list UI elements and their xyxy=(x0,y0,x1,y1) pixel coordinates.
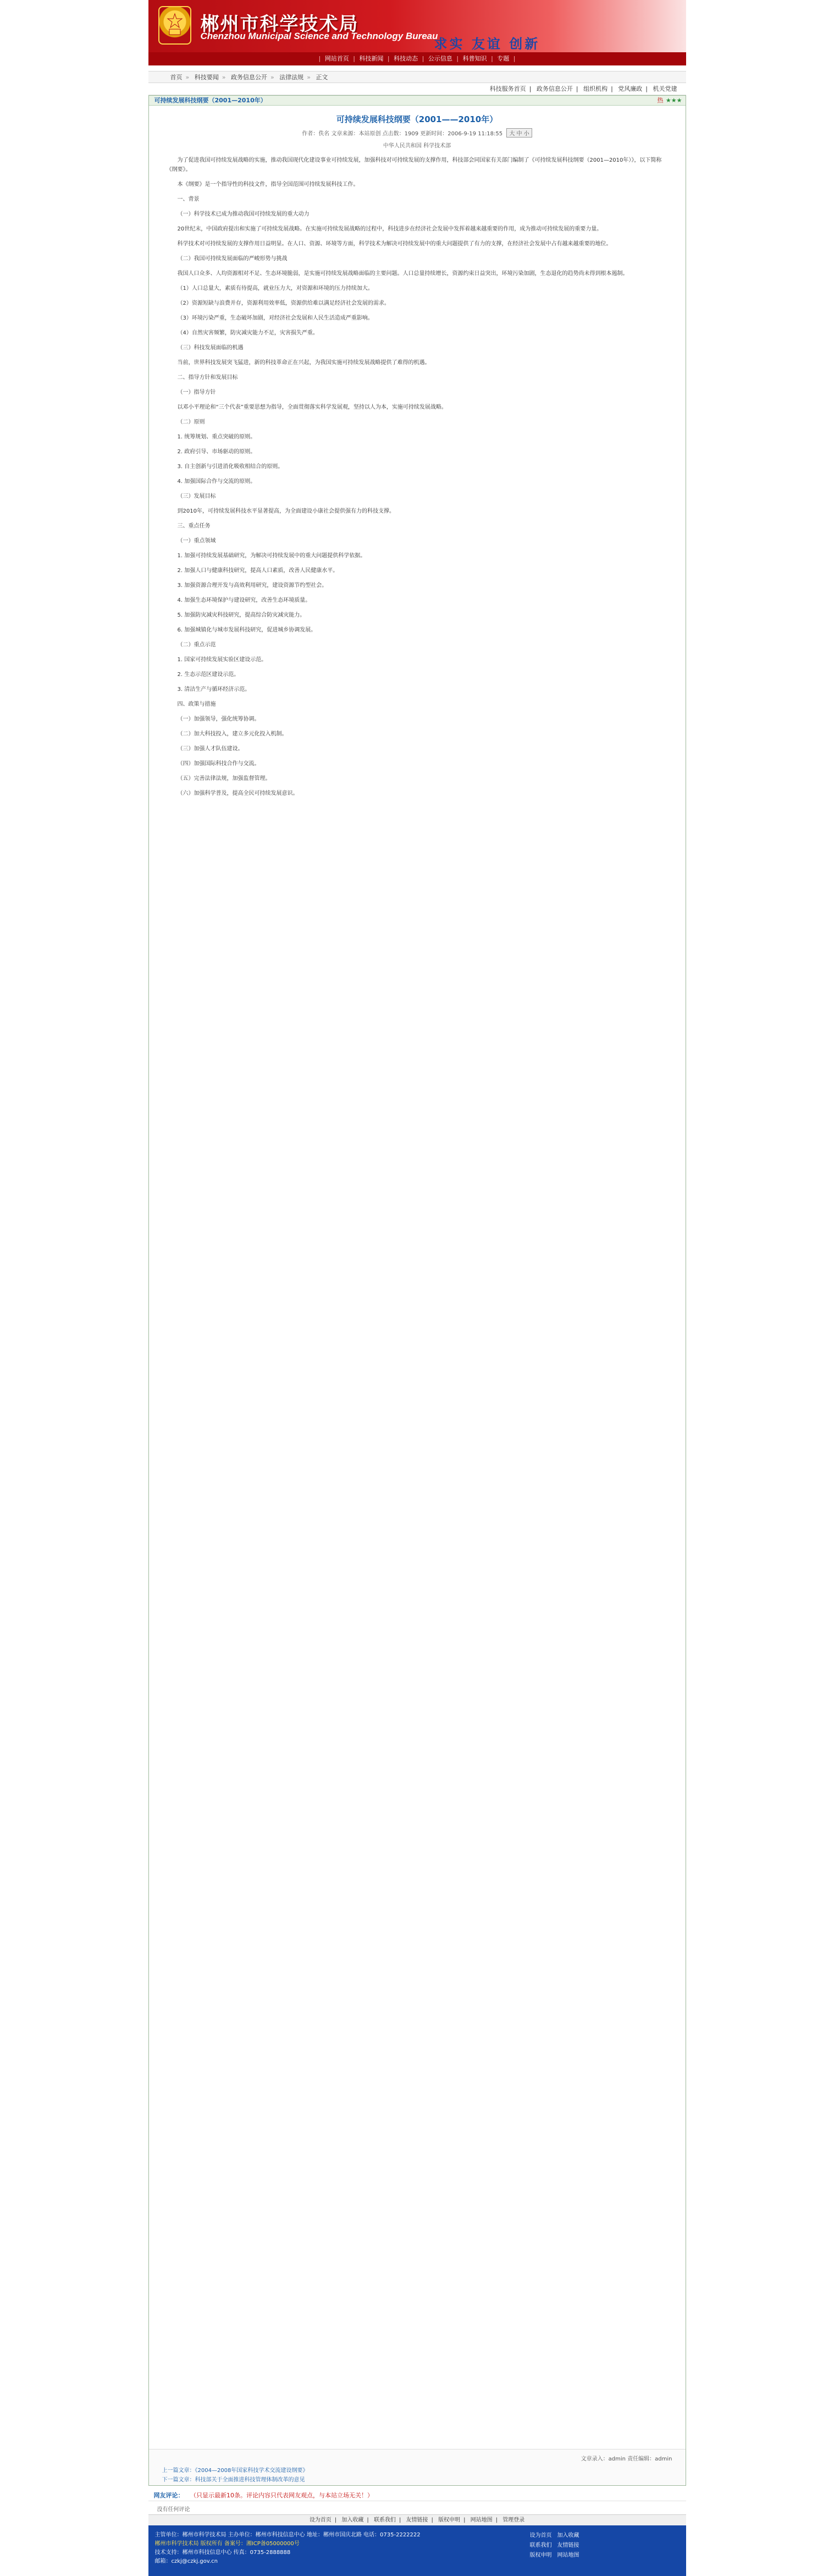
article-paragraph: （四）加强国际科技合作与交流。 xyxy=(177,761,260,767)
article-paragraph: （五）完善法律法规，加强监督管理。 xyxy=(177,776,271,782)
article-paragraph: （一）加强领导，强化统筹协调。 xyxy=(177,716,260,722)
article-paragraph: （三）科技发展面临的机遇 xyxy=(177,345,244,351)
footer-right-links xyxy=(530,2531,673,2561)
article-paragraph: （一）指导方针 xyxy=(177,389,216,396)
article-paragraph: 4. 加强国际合作与交流的原则。 xyxy=(177,479,256,485)
article-paragraph: 6. 加强城镇化与城市发展科技研究，促进城乡协调发展。 xyxy=(177,627,317,633)
comment-empty: 没有任何评论 xyxy=(157,2507,190,2513)
article-paragraph: （三）加强人才队伍建设。 xyxy=(177,746,244,752)
footlink-2[interactable]: 加入收藏 xyxy=(341,2517,364,2523)
article-org: 中华人民共和国 科学技术部 xyxy=(383,143,451,149)
article-paragraph: （3）环境污染严重，生态破坏加剧，对经济社会发展和人民生活造成严重影响。 xyxy=(177,315,373,321)
article-paragraph: 二、指导方针和发展目标 xyxy=(177,375,238,381)
footer-line-1: 主管单位：郴州市科学技术局 主办单位：郴州市科技信息中心 地址：郴州市国庆北路 电话：0735-2222222 xyxy=(154,2532,421,2538)
article-paragraph: 科学技术对可持续发展的支撑作用日益明显。在人口、资源、环境等方面，科学技术为解决可持续发展中的重大问题提供了有力的支撑，在经济社会发展中占有越来越重要的地位。 xyxy=(177,241,612,247)
footer-right-2[interactable]: 加入收藏 xyxy=(557,2533,579,2539)
article-paragraph: （4）自然灾害频繁，防灾减灾能力不足，灾害损失严重。 xyxy=(177,330,318,336)
footer-right-6[interactable]: 网站地图 xyxy=(557,2552,579,2558)
footer-right-3[interactable]: 联系我们 xyxy=(529,2542,552,2548)
nav-item-trends[interactable]: 科技动态 xyxy=(394,55,418,62)
comment-label: 网友评论： xyxy=(153,2492,184,2499)
footer-right-1[interactable]: 设为首页 xyxy=(529,2533,552,2539)
crumb-open[interactable]: 政务信息公开 xyxy=(230,74,267,81)
article-paragraph: 当前，世界科技发展突飞猛进，新的科技革命正在兴起，为我国实施可持续发展战略提供了难得的机遇。 xyxy=(177,360,430,366)
nav-item-news[interactable]: 科技新闻 xyxy=(359,55,384,62)
footer-line-2: 郴州市科学技术局 版权所有 备案号：湘ICP备05000000号 xyxy=(154,2541,300,2547)
prev-article-link[interactable]: 上一篇文章：《2004—2008年国家科技学术交流建设纲要》 xyxy=(162,2468,308,2474)
breadcrumb: 首页 » 科技要闻 » 政务信息公开 » 法律法规 » 正文 xyxy=(148,71,686,83)
quick-links: 科技服务首页 | 政务信息公开 | 组织机构 | 党风廉政 | 机关党建 xyxy=(148,83,686,95)
footlink-4[interactable]: 友情链接 xyxy=(406,2517,428,2523)
article-paragraph: 本《纲要》是一个指导性的科技文件，指导全国范围可持续发展科技工作。 xyxy=(177,182,359,188)
article-paragraph: 一、背景 xyxy=(177,196,200,202)
footlink-5[interactable]: 版权申明 xyxy=(438,2517,461,2523)
related-articles xyxy=(162,2465,672,2483)
quick-link-5[interactable]: 机关党建 xyxy=(653,85,677,92)
article-paragraph: （六）加强科学普及，提高全民可持续发展意识。 xyxy=(177,790,299,797)
hot-badge: 热 xyxy=(657,97,664,104)
article-paragraph: 3. 自主创新与引进消化吸收相结合的原则。 xyxy=(177,464,284,470)
article-paragraph: 四、政策与措施 xyxy=(177,701,216,707)
article-paragraph: 4. 加强生态环境保护与建设研究，改善生态环境质量。 xyxy=(177,597,311,603)
article-paragraph: 3. 清洁生产与循环经济示范。 xyxy=(177,686,251,693)
article-meta: 作者：佚名 文章来源：本站原创 点击数：1909 更新时间：2006-9-19 11:18:55 大 中 小 xyxy=(149,128,686,138)
article-paragraph: 2. 生态示范区建设示范。 xyxy=(177,672,240,678)
quick-link-3[interactable]: 组织机构 xyxy=(583,85,608,92)
comment-note: （只显示最新10条。评论内容只代表网友观点，与本站立场无关！） xyxy=(190,2492,373,2499)
footlink-6[interactable]: 网站地图 xyxy=(470,2517,493,2523)
crumb-law[interactable]: 法律法规 xyxy=(279,74,304,81)
footer-right-5[interactable]: 版权申明 xyxy=(529,2552,552,2558)
rating-stars: ★★★ xyxy=(665,97,682,104)
nav-item-home[interactable]: 网站首页 xyxy=(324,55,349,62)
crumb-home[interactable]: 首页 xyxy=(170,74,183,81)
article-paragraph: 我国人口众多、人均资源相对不足、生态环境脆弱，是实施可持续发展战略面临的主要问题。人口总量持续增长，资源约束日益突出，环境污染加剧，生态退化的趋势尚未得到根本遏制。 xyxy=(177,271,628,277)
article-paragraph: （2）资源短缺与浪费并存，资源利用效率低，资源供给难以满足经济社会发展的需求。 xyxy=(177,300,390,306)
next-article-link[interactable]: 下一篇文章：科技部关于全面推进科技管理体制改革的意见 xyxy=(162,2477,305,2483)
crumb-news[interactable]: 科技要闻 xyxy=(194,74,219,81)
article-paragraph: 为了促进我国可持续发展战略的实施，推动我国现代化建设事业可持续发展，加强科技对可持续发展的支撑作用，科技部会同国家有关部门编制了《可持续发展科技纲要（2001—2010年）》，以下简称《纲要》。 xyxy=(166,157,662,173)
article-paragraph: 2. 加强人口与健康科技研究，提高人口素质，改善人民健康水平。 xyxy=(177,568,339,574)
article-paragraph: 3. 加强资源合理开发与高效利用研究，建设资源节约型社会。 xyxy=(177,583,328,589)
quick-link-1[interactable]: 科技服务首页 xyxy=(489,85,526,92)
crumb-current: 正文 xyxy=(316,74,328,81)
footer-line-4: 邮箱：czkj@czkj.gov.cn xyxy=(154,2558,218,2564)
article-paragraph: （一）科学技术已成为推动我国可持续发展的重大动力 xyxy=(177,211,310,217)
header-banner xyxy=(148,0,686,52)
article-title: 可持续发展科技纲要（2001——2010年） xyxy=(336,114,498,124)
article-paragraph: 1. 加强可持续发展基础研究，为解决可持续发展中的重大问题提供科学依据。 xyxy=(177,553,366,559)
font-size-button[interactable]: 大 中 小 xyxy=(506,128,532,138)
article-box xyxy=(148,95,686,2486)
national-emblem-icon xyxy=(158,6,191,45)
footer-right-4[interactable]: 友情链接 xyxy=(557,2542,579,2548)
article-paragraph: 1. 统筹规划、重点突破的原则。 xyxy=(177,434,256,440)
article-paragraph: （1）人口总量大，素质有待提高，就业压力大，对资源和环境的压力持续加大。 xyxy=(177,285,373,292)
article-paragraph: （二）我国可持续发展面临的严峻形势与挑战 xyxy=(177,256,288,262)
footlink-3[interactable]: 联系我们 xyxy=(373,2517,396,2523)
article-paragraph: 以邓小平理论和“三个代表”重要思想为指导，全面贯彻落实科学发展观，坚持以人为本，实施可持续发展战略。 xyxy=(177,404,447,410)
footlink-7[interactable]: 管理登录 xyxy=(502,2517,525,2523)
article-paragraph: 5. 加强防灾减灾科技研究，提高综合防灾减灾能力。 xyxy=(177,612,306,618)
article-paragraph: （一）重点领域 xyxy=(177,538,216,544)
footer-links: 设为首页 | 加入收藏 | 联系我们 | 友情链接 | 版权申明 | 网站地图 | 管理登录 xyxy=(148,2514,686,2525)
article-paragraph: 1. 国家可持续发展实验区建设示范。 xyxy=(177,657,267,663)
article-paragraph: 20世纪末，中国政府提出和实施了可持续发展战略。在实施可持续发展战略的过程中，科技进步在经济社会发展中发挥着越来越重要的作用，成为推动可持续发展的重要力量。 xyxy=(177,226,603,232)
article-paragraph: （三）发展目标 xyxy=(177,493,216,499)
comment-header xyxy=(148,2490,686,2501)
article-paragraph: 2. 政府引导、市场驱动的原则。 xyxy=(177,449,256,455)
site-footer xyxy=(148,2525,686,2576)
article-footer xyxy=(149,2449,686,2485)
nav-item-topic[interactable]: 专题 xyxy=(497,55,510,62)
article-body xyxy=(149,149,686,798)
article-paragraph: （二）加大科技投入，建立多元化投入机制。 xyxy=(177,731,288,737)
article-paragraph: （二）原则 xyxy=(177,419,205,425)
header-slogan: 求实 友谊 创新 xyxy=(434,36,540,52)
article-paragraph: （二）重点示范 xyxy=(177,642,216,648)
nav-item-science[interactable]: 科普知识 xyxy=(462,55,487,62)
footer-line-3: 技术支持：郴州市科技信息中心 传真：0735-2888888 xyxy=(154,2550,291,2556)
page xyxy=(148,0,686,2564)
article-editor: 文章录入：admin 责任编辑：admin xyxy=(581,2456,672,2462)
quick-link-2[interactable]: 政务信息公开 xyxy=(536,85,573,92)
site-subtitle: Chenzhou Municipal Science and Technology Bureau xyxy=(200,31,438,41)
site-title: 郴州市科学技术局 xyxy=(200,13,359,35)
nav-item-notice[interactable]: 公示信息 xyxy=(428,55,452,62)
quick-link-4[interactable]: 党风廉政 xyxy=(618,85,643,92)
article-box-header: 可持续发展科技纲要（2001—2010年） 热 ★★★ xyxy=(149,96,686,106)
article-paragraph: 三、重点任务 xyxy=(177,523,211,529)
main-nav: | 网站首页 | 科技新闻 | 科技动态 | 公示信息 | 科普知识 | 专题 | xyxy=(148,52,686,65)
article-paragraph: 到2010年，可持续发展科技水平显著提高，为全面建设小康社会提供强有力的科技支撑。 xyxy=(177,508,395,514)
footlink-1[interactable]: 设为首页 xyxy=(309,2517,332,2523)
